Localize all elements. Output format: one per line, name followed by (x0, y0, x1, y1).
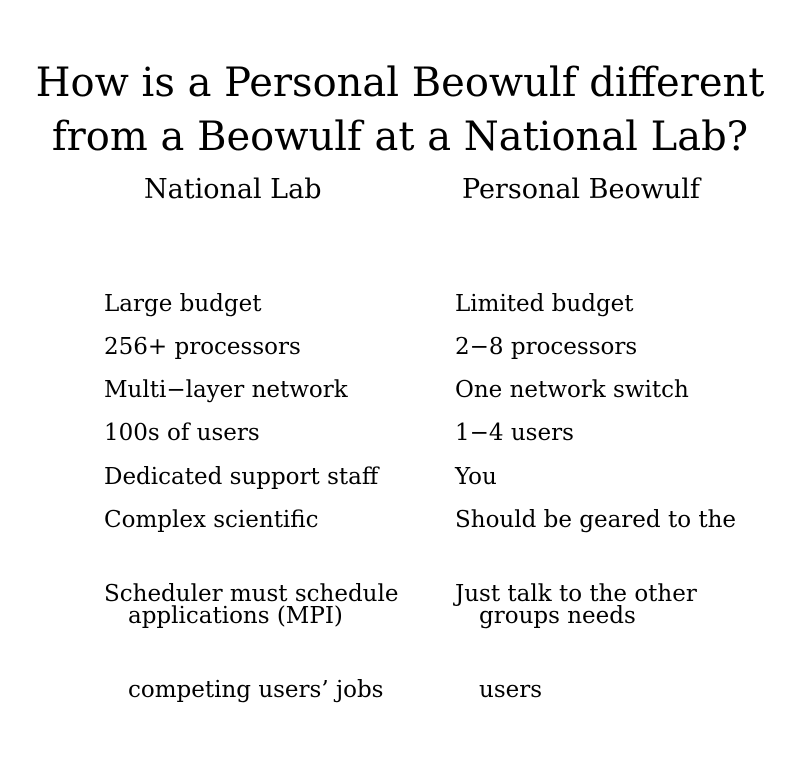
column-header-personal-beowulf: Personal Beowulf (462, 174, 700, 205)
right-cell-row-5-line-2: groups needs (479, 603, 636, 629)
left-cell-row-6 (104, 514, 398, 770)
left-cell-row-1-line-1: 256+ processors (104, 334, 301, 360)
column-header-national-lab: National Lab (144, 174, 322, 205)
left-cell-row-6-line-2: competing users’ jobs (128, 677, 384, 703)
left-cell-row-5-line-2: applications (MPI) (128, 603, 343, 629)
left-cell-row-5-line-1: Complex scientific (104, 507, 319, 533)
left-cell-row-3-line-1: 100s of users (104, 420, 260, 446)
right-cell-row-3-line-1: 1−4 users (455, 420, 574, 446)
right-cell-row-2-line-1: One network switch (455, 377, 689, 403)
slide-title-line-2: from a Beowulf at a National Lab? (51, 114, 749, 160)
right-cell-row-6-line-1: Just talk to the other (455, 581, 697, 607)
slide-title-line-1: How is a Personal Beowulf different (35, 60, 765, 106)
left-cell-row-0-line-1: Large budget (104, 291, 262, 317)
right-cell-row-6 (455, 514, 697, 770)
left-cell-row-4-line-1: Dedicated support staff (104, 464, 379, 490)
right-cell-row-5-line-1: Should be geared to the (455, 507, 737, 533)
left-cell-row-2-line-1: Multi−layer network (104, 377, 348, 403)
right-cell-row-4-line-1: You (455, 464, 497, 490)
right-cell-row-0-line-1: Limited budget (455, 291, 634, 317)
left-cell-row-6-line-1: Scheduler must schedule (104, 581, 399, 607)
right-cell-row-6-line-2: users (479, 677, 543, 703)
slide-title (0, 56, 800, 164)
right-cell-row-1-line-1: 2−8 processors (455, 334, 638, 360)
